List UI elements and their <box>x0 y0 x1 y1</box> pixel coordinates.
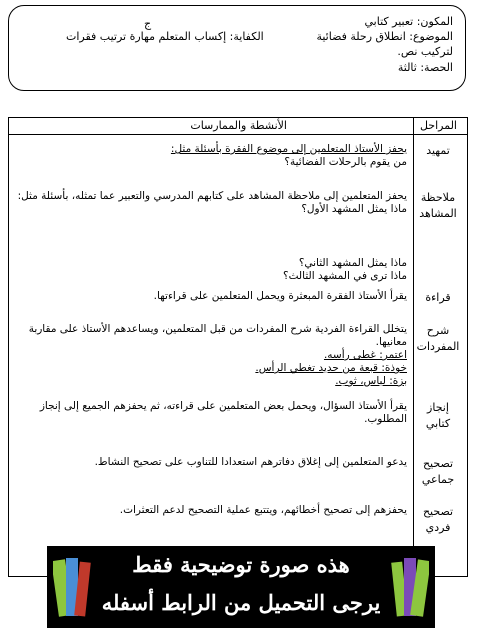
activity-line: ماذا يمثل المشهد الأول؟ <box>301 203 407 215</box>
activity-reading <box>15 290 407 303</box>
activity-observation <box>15 190 407 216</box>
activity-line: بزة: لباس، ثوب. <box>335 375 407 387</box>
header-component: المكون: تعبير كتابي <box>364 15 453 28</box>
stage-observation: ملاحظة المشاهد <box>419 191 457 220</box>
header-session: الحصة: ثالثة <box>397 61 453 74</box>
stage-group-correction: تصحيح جماعي <box>421 457 455 486</box>
lesson-header-box <box>8 5 466 91</box>
activity-vocabulary <box>15 323 407 388</box>
header-row-divider <box>9 134 467 135</box>
activity-individual-correction <box>15 504 407 517</box>
activity-line: يقرأ الأستاذ الفقرة المبعثرة ويحمل المتعلمين على قراءتها. <box>153 290 407 302</box>
activity-line: يحفزهم إلى تصحيح أخطائهم، ويتتبع عملية التصحيح لدعم التعثرات. <box>119 504 407 516</box>
activity-line: اعتمر: غطى رأسه. <box>323 349 407 361</box>
preview-banner <box>47 546 435 628</box>
activity-observation-more <box>15 257 407 283</box>
activity-line: ماذا ترى في المشهد الثالث؟ <box>283 270 407 282</box>
header-competence-cont: لتركيب نص. <box>397 45 453 58</box>
banner-line-2: يرجى التحميل من الرابط أسفله <box>101 590 381 615</box>
activity-line: ماذا يمثل المشهد الثاني؟ <box>298 257 407 269</box>
activity-line: خوذة: قبعة من حديد تغطي الرأس. <box>255 362 407 374</box>
activity-line: يحفز الأستاذ المتعلمين إلى موضوع الفقرة بأسئلة مثل: <box>170 143 407 155</box>
column-divider <box>413 118 414 576</box>
activity-line: يدعو المتعلمين إلى إغلاق دفاترهم استعدادا للتناوب على تصحيح النشاط. <box>94 456 407 468</box>
activity-intro <box>15 143 407 169</box>
stage-individual-correction: تصحيح فردي <box>422 505 454 534</box>
books-icon <box>391 554 429 620</box>
header-mark: ج <box>144 17 152 30</box>
header-competence: الكفاية: إكساب المتعلم مهارة ترتيب فقرات <box>66 30 264 43</box>
activity-line: من يقوم بالرحلات الفضائية؟ <box>284 156 407 168</box>
banner-line-1: هذه صورة توضيحية فقط <box>132 552 350 577</box>
activity-written-task <box>15 400 407 426</box>
stage-reading: قراءة <box>425 291 451 304</box>
lesson-table <box>8 117 468 577</box>
stage-vocabulary: شرح المفردات <box>416 324 460 353</box>
stage-intro: تمهيد <box>426 144 450 157</box>
header-topic: الموضوع: انطلاق رحلة فضائية <box>316 30 453 43</box>
column-header-activities: الأنشطة والممارسات <box>190 119 287 132</box>
stage-written-task: إنجاز كتابي <box>425 401 451 430</box>
activity-group-correction <box>15 456 407 469</box>
activity-line: يقرأ الأستاذ السؤال، ويحمل بعض المتعلمين على قراءته، ثم يحفزهم الجميع إلى إنجاز المطلوب. <box>39 400 407 425</box>
activity-line: يتخلل القراءة الفردية شرح المفردات من قبل المتعلمين، ويساعدهم الأستاذ على مقاربة معانيها. <box>28 323 407 348</box>
column-header-stages: المراحل <box>419 119 457 132</box>
activity-line: يحفز المتعلمين إلى ملاحظة المشاهد على كتابهم المدرسي والتعبير عما تمثله، بأسئلة مثل: <box>17 190 407 202</box>
